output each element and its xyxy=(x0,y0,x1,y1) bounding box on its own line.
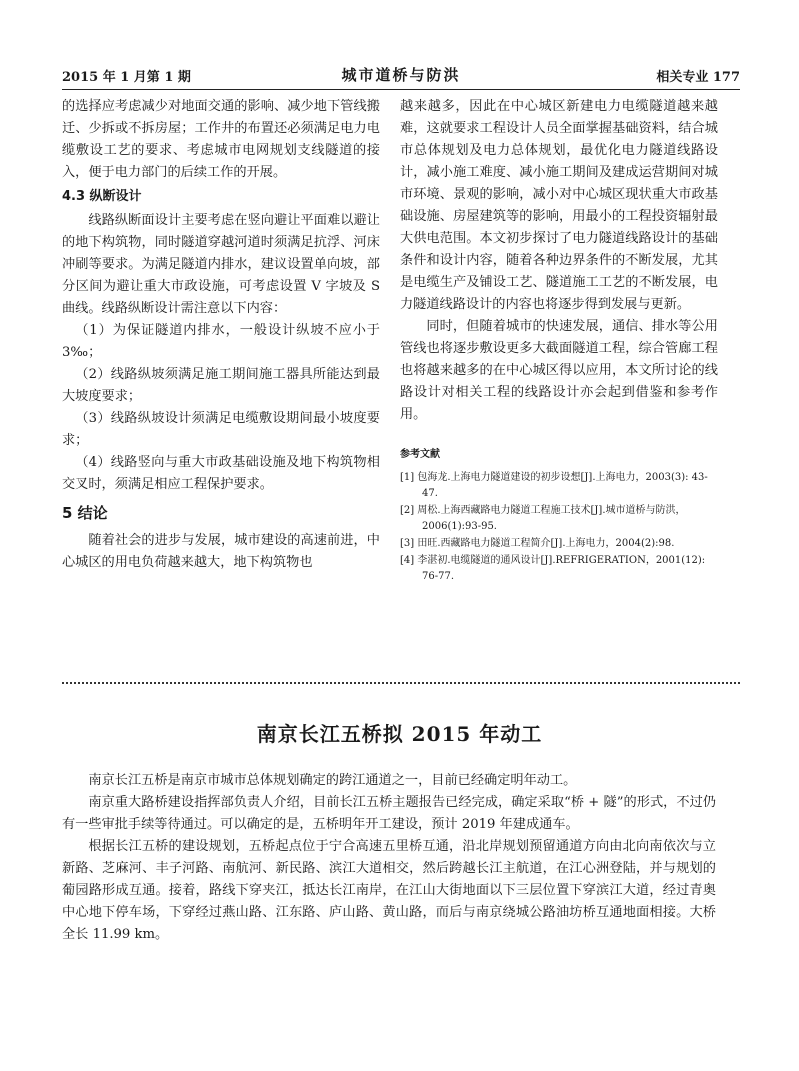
list-item: （1）为保证隧道内排水，一般设计纵坡不应小于 3‰； xyxy=(62,323,380,360)
news-paragraph: 南京长江五桥是南京市城市总体规划确定的跨江通道之一，目前已经确定明年动工。 xyxy=(88,773,577,788)
journal-title: 城市道桥与防洪 xyxy=(341,66,461,84)
reference-item: [4] 李湛初.电缆隧道的通风设计[J].REFRIGERATION，2001(12): 76-77. xyxy=(400,555,706,582)
issue-label: 2015 年 1 月第 1 期 xyxy=(62,70,191,85)
list-item: （3）线路纵坡设计须满足电缆敷设期间最小坡度要求； xyxy=(62,411,380,448)
list-item: （4）线路竖向与重大市政基础设施及地下构筑物相交叉时，须满足相应工程保护要求。 xyxy=(62,455,380,492)
news-paragraph: 根据长江五桥的建设规划，五桥起点位于宁合高速五里桥互通，沿北岸规划预留通道方向由北向南依次与立新路、芝麻河、丰子河路、南航河、新民路、滨江大道相交，然后跨越长江主航道，在江心洲登陆，并与规划的葡园路形成互通。接着，路线下穿夹江，抵达长江南岸，在江山大街地面以下三层位置下穿滨江大道，经过青奥中心地下停车场，下穿经过燕山路、江东路、庐山路、黄山路，而后与南京绕城公路油坊桥互通地面相接。大桥全长 11.99 km。 xyxy=(62,839,716,942)
reference-item: [2] 周松.上海西藏路电力隧道工程施工技术[J].城市道桥与防洪，2006(1):93-95. xyxy=(400,505,686,532)
news-title: 南京长江五桥拟 2015 年动工 xyxy=(256,722,543,746)
news-paragraph: 南京重大路桥建设指挥部负责人介绍，目前长江五桥主题报告已经完成，确定采取“桥 + 隧”的形式，不过仍有一些审批手续等待通过。可以确定的是，五桥明年开工建设，预计 2019 年建成通车。 xyxy=(62,795,716,832)
section-heading-4-3: 4.3 纵断设计 xyxy=(62,189,142,204)
references-title: 参考文献 xyxy=(400,449,440,460)
paragraph: 同时，但随着城市的快速发展，通信、排水等公用管线也将逐步敷设更多大截面隧道工程，综合管廊工程也将越来越多的在中心城区得以应用，本文所讨论的线路设计对相关工程的线路设计亦会起到借鉴和参考作用。 xyxy=(400,319,718,422)
paragraph: 的选择应考虑减少对地面交通的影响、减少地下管线搬迁、少拆或不拆房屋；工作井的布置还必须满足电力电缆敷设工艺的要求、考虑城市电网规划支线隧道的接入，便于电力部门的后续工作的开展。 xyxy=(62,99,380,180)
references-list xyxy=(400,470,718,585)
paragraph: 线路纵断面设计主要考虑在竖向避让平面难以避让的地下构筑物，同时隧道穿越河道时须满足抗浮、河床冲刷等要求。为满足隧道内排水，建议设置单向坡，部分区间为避让重大市政设施，可考虑设置 V 字坡及 S 曲线。线路纵断设计需注意以下内容： xyxy=(62,213,380,316)
page-header xyxy=(62,64,740,86)
paragraph: 越来越多，因此在中心城区新建电力电缆隧道越来越难，这就要求工程设计人员全面掌握基础资料，结合城市总体规划及电力总体规划，最优化电力隧道线路设计，减小施工难度、减小施工期间及建成运营期间对城市环境、景观的影响，减小对中心城区现状重大市政基础设施、房屋建筑等的影响，用最小的工程投资辐射最大供电范围。本文初步探讨了电力隧道线路设计的基础条件和设计内容，随着各种边界条件的不断发展，尤其是电缆生产及铺设工艺、隧道施工工艺的不断发展，电力隧道线路设计的内容也将逐步得到发展与更新。 xyxy=(400,99,718,312)
section-page-label: 相关专业 177 xyxy=(656,70,740,85)
left-column xyxy=(62,96,380,574)
right-column xyxy=(400,96,718,586)
news-body xyxy=(62,770,716,946)
section-divider xyxy=(62,682,740,684)
reference-item: [3] 田旺.西藏路电力隧道工程简介[J].上海电力，2004(2):98. xyxy=(400,538,675,549)
paragraph: 随着社会的进步与发展，城市建设的高速前进，中心城区的用电负荷越来越大，地下构筑物也 xyxy=(62,533,380,570)
header-rule xyxy=(62,89,740,90)
list-item: （2）线路纵坡须满足施工期间施工器具所能达到最大坡度要求； xyxy=(62,367,380,404)
reference-item: [1] 包海龙.上海电力隧道建设的初步设想[J].上海电力，2003(3): 43-47. xyxy=(400,472,708,499)
section-heading-5: 5 结论 xyxy=(62,504,108,522)
